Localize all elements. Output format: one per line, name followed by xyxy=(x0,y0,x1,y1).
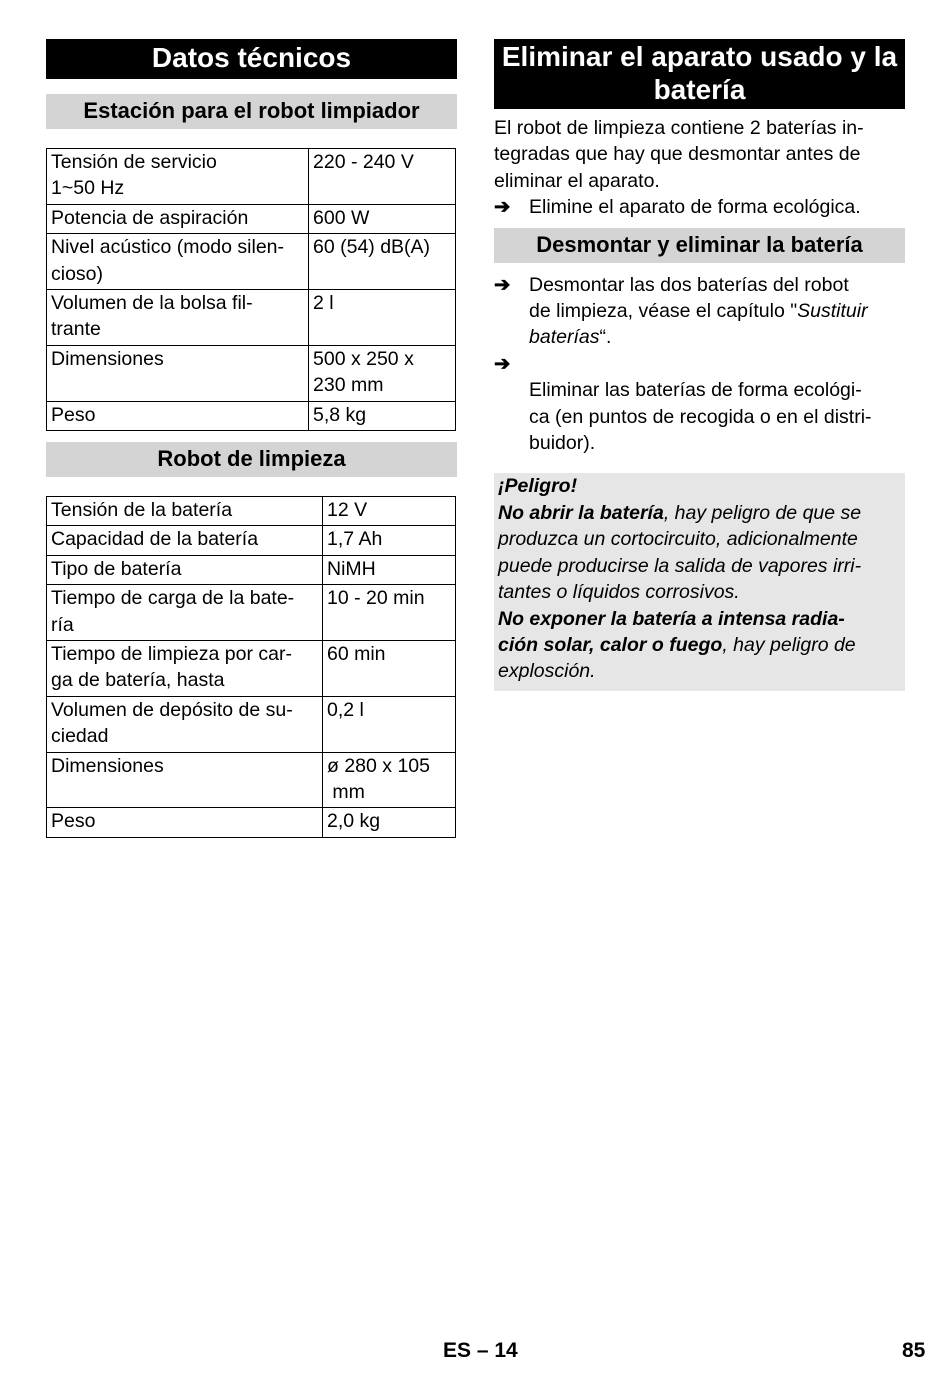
spec-value: 1,7 Ah xyxy=(323,526,456,555)
spec-label: Nivel acústico (modo silen- cioso) xyxy=(47,234,309,290)
spec-value: 5,8 kg xyxy=(309,401,456,430)
disposal-intro: El robot de limpieza contiene 2 baterías in- tegradas que hay que desmontar antes de eliminar el aparato. xyxy=(494,117,864,192)
spec-row xyxy=(47,585,456,641)
spec-value: 60 min xyxy=(323,641,456,697)
spec-label: Dimensiones xyxy=(47,752,323,808)
spec-label: Tiempo de limpieza por car- ga de batería, hasta xyxy=(47,641,323,697)
spec-value: ø 280 x 105 mm xyxy=(323,752,456,808)
danger-p1-bold: No abrir la batería xyxy=(498,501,664,524)
removal-bullet-2 xyxy=(494,351,905,457)
spec-row xyxy=(47,641,456,697)
spec-value: 60 (54) dB(A) xyxy=(309,234,456,290)
removal-bullet-1 xyxy=(494,272,905,351)
spec-row xyxy=(47,808,456,837)
spec-label: Volumen de la bolsa fil- trante xyxy=(47,290,309,346)
station-heading: Estación para el robot limpiador xyxy=(46,94,457,129)
arrow-icon: ➔ xyxy=(494,352,511,375)
spec-row xyxy=(47,204,456,233)
chapter-reference: Sustituir baterías xyxy=(529,300,868,349)
removal-bullet-2-text: Eliminar las baterías de forma ecológi- ca (en puntos de recogida o en el distri- buidor). xyxy=(529,379,872,455)
spec-value: 10 - 20 min xyxy=(323,585,456,641)
footer-lang-code: ES xyxy=(443,1339,472,1362)
spec-row xyxy=(47,290,456,346)
spec-label: Capacidad de la batería xyxy=(47,526,323,555)
spec-value: 12 V xyxy=(323,497,456,526)
intro-bullet xyxy=(494,194,905,220)
left-column xyxy=(46,39,457,833)
danger-p1-text: , hay peligro de que se produzca un cortocircuito, adicionalmente puede producirse la salida de vapores irri- tantes o líquidos corrosivos. xyxy=(498,501,862,604)
removal-bullet-1-end: “. xyxy=(599,326,612,349)
arrow-icon: ➔ xyxy=(494,196,511,219)
spec-value: 500 x 250 x 230 mm xyxy=(309,345,456,401)
danger-p2-bold: No exponer la batería a intensa radia- ción solar, calor o fuego xyxy=(498,607,845,656)
spec-label: Dimensiones xyxy=(47,345,309,401)
intro-bullet-text: Elimine el aparato de forma ecológica. xyxy=(529,196,861,219)
footer-local-page: – 14 xyxy=(476,1339,518,1362)
spec-value: NiMH xyxy=(323,555,456,584)
danger-notice xyxy=(494,473,905,690)
spec-value: 0,2 l xyxy=(323,696,456,752)
spec-value: 220 - 240 V xyxy=(309,149,456,205)
footer-language xyxy=(443,1338,518,1364)
page-title: Datos técnicos xyxy=(46,39,457,79)
spec-value: 600 W xyxy=(309,204,456,233)
robot-heading: Robot de limpieza xyxy=(46,442,457,477)
spec-value: 2 l xyxy=(309,290,456,346)
arrow-icon: ➔ xyxy=(494,273,511,296)
spec-row xyxy=(47,497,456,526)
spec-label: Tipo de batería xyxy=(47,555,323,584)
spec-row xyxy=(47,401,456,430)
spec-row xyxy=(47,345,456,401)
spec-row xyxy=(47,555,456,584)
station-spec-table xyxy=(46,148,456,431)
spec-label: Tiempo de carga de la bate- ría xyxy=(47,585,323,641)
spec-row xyxy=(47,526,456,555)
battery-removal-heading: Desmontar y eliminar la batería xyxy=(494,228,905,263)
spec-row xyxy=(47,149,456,205)
danger-p2-text: , hay peligro de explosción. xyxy=(498,633,856,683)
spec-label: Volumen de depósito de su- ciedad xyxy=(47,696,323,752)
removal-bullet-1-text: Desmontar las dos baterías del robot de limpieza, véase el capítulo " xyxy=(529,273,849,323)
spec-row xyxy=(47,696,456,752)
spec-label: Tensión de servicio 1~50 Hz xyxy=(47,149,309,205)
danger-title: ¡Peligro! xyxy=(498,475,578,498)
spec-value: 2,0 kg xyxy=(323,808,456,837)
spec-label: Tensión de la batería xyxy=(47,497,323,526)
spec-row xyxy=(47,234,456,290)
spec-row xyxy=(47,752,456,808)
spec-label: Peso xyxy=(47,401,309,430)
robot-spec-table xyxy=(46,496,456,838)
disposal-title: Eliminar el aparato usado y la batería xyxy=(494,39,905,109)
page-number: 85 xyxy=(902,1339,926,1362)
spec-label: Peso xyxy=(47,808,323,837)
right-column xyxy=(494,39,905,691)
spec-label: Potencia de aspiración xyxy=(47,204,309,233)
